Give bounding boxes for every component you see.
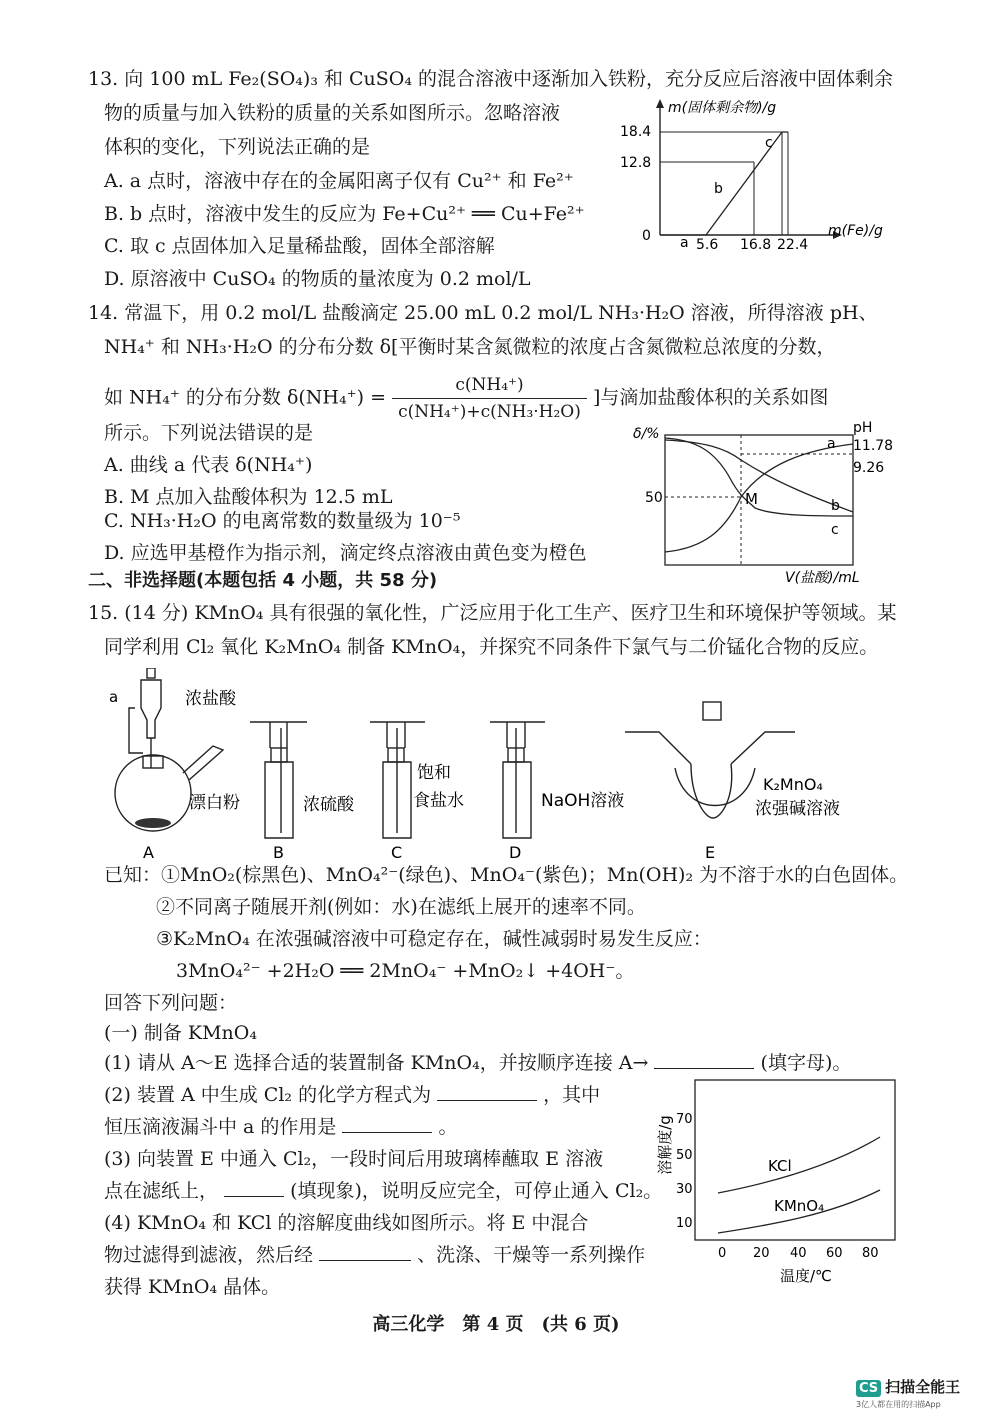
q13-ytick-12.8: 12.8: [620, 155, 652, 171]
answer-blank-1[interactable]: [654, 1050, 754, 1069]
answer-blank-5[interactable]: [319, 1242, 411, 1261]
label-E: E: [705, 843, 716, 862]
bleach-powder: [135, 818, 171, 828]
q13-xtick-5.6: 5.6: [696, 237, 719, 253]
q15-known-3: ③K₂MnO₄ 在浓强碱溶液中可稳定存在，碱性减弱时易发生反应：: [156, 928, 712, 950]
q14-stem-line4: 所示。下列说法错误的是: [104, 422, 314, 444]
label-D: D: [509, 843, 522, 862]
q13-option-b: B. b 点时，溶液中发生的反应为 Fe+Cu²⁺ ══ Cu+Fe²⁺: [104, 203, 585, 225]
q14-y2label: pH: [853, 420, 873, 436]
q13-option-d: D. 原溶液中 CuSO₄ 的物质的量浓度为 0.2 mol/L: [104, 268, 531, 290]
answer-blank-4[interactable]: [224, 1178, 284, 1197]
q14-stem-line1: 14. 常温下，用 0.2 mol/L 盐酸滴定 25.00 mL 0.2 mol/L NH₃·H₂O 溶液，所得溶液 pH、: [88, 302, 878, 324]
apparatus-b: [250, 722, 307, 838]
page-footer: 高三化学 第 4 页 (共 6 页): [372, 1314, 620, 1335]
q14-fraction: [392, 372, 587, 425]
q13-origin: 0: [642, 228, 651, 244]
sol-xlabel: 温度/℃: [780, 1267, 832, 1285]
q15-sub2-end: 。: [438, 1116, 458, 1138]
label-h2so4: 浓硫酸: [303, 795, 354, 815]
q15-known-2: ②不同离子随展开剂(例如：水)在滤纸上展开的速率不同。: [156, 896, 646, 918]
q13-point-b: b: [714, 181, 723, 197]
q14-ytick-50: 50: [645, 490, 663, 506]
q14-stem-line3: [104, 372, 828, 425]
q15-known-1: 已知：①MnO₂(棕黑色)、MnO₄²⁻(绿色)、MnO₄⁻(紫色)；Mn(OH)₂ 为不溶于水的白色固体。: [104, 864, 909, 886]
scanner-name: 扫描全能王: [885, 1378, 961, 1396]
q15-apparatus: [95, 668, 895, 863]
sol-xtick-80: 80: [862, 1246, 879, 1261]
q13-stem-line1: 13. 向 100 mL Fe₂(SO₄)₃ 和 CuSO₄ 的混合溶液中逐渐加入铁粉，充分反应后溶液中固体剩余: [88, 68, 894, 90]
q15-sub4-b: [104, 1242, 645, 1268]
q14-fraction-den: c(NH₄⁺)+c(NH₃·H₂O): [398, 402, 581, 422]
q14-label-c: c: [831, 522, 839, 538]
sol-xtick-40: 40: [790, 1246, 807, 1261]
apparatus-d: [490, 722, 545, 838]
q13-option-a: A. a 点时，溶液中存在的金属阳离子仅有 Cu²⁺ 和 Fe²⁺: [104, 170, 574, 192]
sol-ytick-70: 70: [676, 1112, 693, 1127]
q14-stem-line3-b: ]与滴加盐酸体积的关系如图: [592, 386, 829, 409]
label-k2mno4: K₂MnO₄: [763, 775, 823, 794]
q13-point-c: c: [765, 135, 773, 151]
q13-xtick-22.4: 22.4: [777, 237, 809, 253]
q15-sub3-text2: 点在滤纸上，: [104, 1180, 219, 1202]
q15-sub4-c: 获得 KMnO₄ 晶体。: [104, 1276, 281, 1298]
sol-series-kmno4: KMnO₄: [774, 1197, 825, 1215]
q14-ph-9.26: 9.26: [853, 460, 885, 476]
q15-sub4: (4) KMnO₄ 和 KCl 的溶解度曲线如图所示。将 E 中混合: [104, 1212, 589, 1234]
label-alkali: 浓强碱溶液: [755, 799, 840, 819]
cs-badge-icon: CS: [856, 1380, 881, 1397]
q15-stem-line2: 同学利用 Cl₂ 氧化 K₂MnO₄ 制备 KMnO₄，并探究不同条件下氯气与二价锰化合物的反应。: [104, 636, 879, 658]
label-A: A: [143, 843, 154, 862]
sol-ytick-50: 50: [676, 1148, 693, 1163]
q14-point-m: M: [745, 490, 758, 508]
q15-sub3-tail: (填现象)，说明反应完全，可停止通入 Cl₂。: [290, 1180, 663, 1202]
q14-ph-11.78: 11.78: [853, 438, 894, 454]
label-naoh: NaOH溶液: [541, 791, 625, 811]
q13-ylabel: m(固体剩余物)/g: [668, 100, 777, 116]
q13-xtick-16.8: 16.8: [740, 237, 772, 253]
section2-heading: 二、非选择题(本题包括 4 小题，共 58 分): [88, 570, 438, 591]
scanner-tagline: 3亿人都在用的扫描App: [856, 1400, 941, 1409]
q14-option-a: A. 曲线 a 代表 δ(NH₄⁺): [104, 454, 313, 476]
q13-stem-line3: 体积的变化，下列说法正确的是: [104, 136, 371, 158]
label-hcl: 浓盐酸: [185, 689, 236, 709]
label-nacl1: 饱和: [417, 763, 451, 783]
q14-option-c: C. NH₃·H₂O 的电离常数的数量级为 10⁻⁵: [104, 510, 461, 532]
q14-fraction-num: c(NH₄⁺): [392, 372, 587, 399]
sol-xtick-60: 60: [826, 1246, 843, 1261]
answer-blank-3[interactable]: [342, 1114, 432, 1133]
q13-xlabel: m(Fe)/g: [828, 223, 883, 239]
q15-sub2-b: [104, 1114, 458, 1140]
q14-graph: [615, 420, 915, 585]
scanner-logo: [856, 1376, 960, 1410]
q14-curve-c: [665, 444, 853, 552]
sol-xtick-20: 20: [753, 1246, 770, 1261]
sol-curve-kcl: [718, 1137, 880, 1193]
label-B: B: [273, 843, 284, 862]
sol-ytick-30: 30: [676, 1182, 693, 1197]
label-C: C: [391, 843, 403, 862]
q13-stem-line2: 物的质量与加入铁粉的质量的关系如图所示。忽略溶液: [104, 102, 561, 124]
q14-curve-a: [665, 440, 853, 512]
answer-blank-2[interactable]: [437, 1082, 537, 1101]
q15-sub2: [104, 1082, 600, 1108]
q14-stem-line2: NH₄⁺ 和 NH₃·H₂O 的分布分数 δ[平衡时某含氮微粒的浓度占含氮微粒总浓度的分数，: [104, 336, 836, 358]
q15-sub4-tail: 、洗涤、干燥等一系列操作: [417, 1244, 646, 1266]
q14-option-d: D. 应选甲基橙作为指示剂，滴定终点溶液由黄色变为橙色: [104, 542, 587, 564]
q15-sub1-tail: (填字母)。: [760, 1052, 852, 1074]
q15-sub3: (3) 向装置 E 中通入 Cl₂，一段时间后用玻璃棒蘸取 E 溶液: [104, 1148, 604, 1170]
q14-xlabel: V(盐酸)/mL: [785, 570, 860, 585]
q13-option-c: C. 取 c 点固体加入足量稀盐酸，固体全部溶解: [104, 235, 495, 257]
q15-sub2-text2: 恒压滴液漏斗中 a 的作用是: [104, 1116, 337, 1138]
q15-sub1-text: (1) 请从 A～E 选择合适的装置制备 KMnO₄，并按顺序连接 A→: [104, 1052, 649, 1074]
q14-option-b: B. M 点加入盐酸体积为 12.5 mL: [104, 486, 393, 508]
solubility-graph: [640, 1075, 910, 1300]
label-nacl2: 食盐水: [413, 791, 464, 811]
q14-curve-b: [665, 438, 853, 516]
q15-sub3-b: [104, 1178, 662, 1204]
q15-equation: 3MnO₄²⁻ +2H₂O ══ 2MnO₄⁻ +MnO₂↓ +4OH⁻。: [176, 960, 635, 982]
q14-label-a: a: [827, 436, 836, 452]
q15-answer-prompt: 回答下列问题：: [104, 992, 238, 1014]
q15-part1: (一) 制备 KMnO₄: [104, 1022, 257, 1044]
label-bleach: 漂白粉: [189, 793, 240, 813]
sol-series-kcl: KCl: [768, 1157, 792, 1175]
sol-ytick-10: 10: [676, 1216, 693, 1231]
q15-sub4-text2: 物过滤得到滤液，然后经: [104, 1244, 314, 1266]
q14-curve-ph: [665, 440, 853, 442]
sol-xtick-0: 0: [718, 1246, 727, 1261]
q15-sub2-tail: ，其中: [543, 1084, 601, 1106]
q14-stem-line3-a: 如 NH₄⁺ 的分布分数 δ(NH₄⁺) =: [104, 386, 387, 409]
label-a-funnel: a: [109, 688, 119, 706]
q15-sub1: [104, 1050, 851, 1076]
q15-stem-line1: 15. (14 分) KMnO₄ 具有很强的氧化性，广泛应用于化工生产、医疗卫生和环境保护等领域。某: [88, 602, 897, 624]
q14-label-b: b: [831, 498, 840, 514]
sol-ylabel: 溶解度/g: [656, 1115, 674, 1175]
q14-ylabel: δ/%: [633, 426, 660, 442]
q13-ytick-18.4: 18.4: [620, 124, 652, 140]
q13-point-a: a: [680, 235, 689, 251]
q13-graph: [620, 95, 910, 255]
q15-sub2-text: (2) 装置 A 中生成 Cl₂ 的化学方程式为: [104, 1084, 432, 1106]
